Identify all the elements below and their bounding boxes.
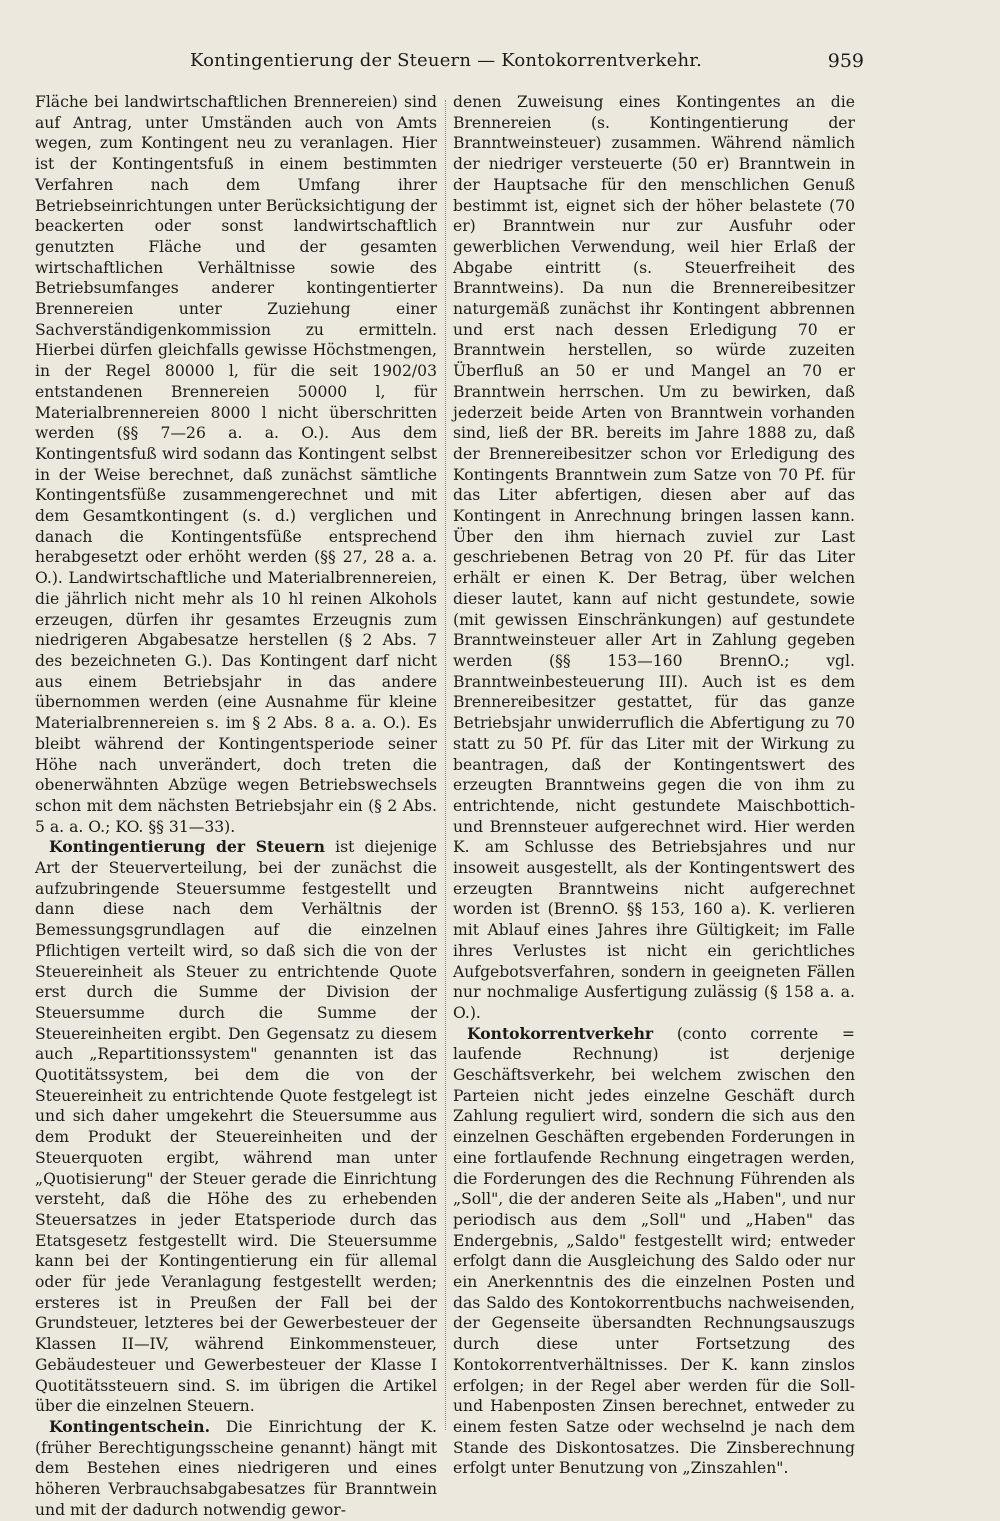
running-header: Kontingentierung der Steuern — Kontokorrentverkehr. [189,50,703,71]
paragraph-kontingentschein-continuation: denen Zuweisung eines Kontingentes an die Brennereien (s. Kontingentierung der Branntweinsteuer) zusammen. Während nämlich der niedriger versteuerte (50 er) Branntwein in der Hauptsache für den menschlichen Genuß bestimmt ist, eignet sich der höher belastete (70 er) Branntwein nur zur Ausfuhr oder gewerblichen Verwendung, weil hier Erlaß der Abgabe eintritt (s. Steuerfreiheit des Branntweins). Da nun die Brennereibesitzer naturgemäß zunächst ihr Kontingent abbrennen und erst nach dessen Erledigung 70 er Branntwein herstellen, so würde zuzeiten Überfluß an 50 er und Mangel an 70 er Branntwein herrschen. Um zu bewirken, daß jederzeit beide Arten von Branntwein vorhanden sind, ließ der BR. bereits im Jahre 1888 zu, daß der Brennereibesitzer schon vor Erledigung des Kontingents Branntwein zum Satze von 70 Pf. für das Liter abfertigen, diesen aber auf das Kontingent in Anrechnung bringen lassen kann. Über den ihm hiernach zuviel zur Last geschriebenen Betrag von 20 Pf. für das Liter erhält er einen K. Der Betrag, über welchen dieser lautet, kann auf nicht gestundete, sowie (mit gewissen Einschränkungen) auf gestundete Branntweinsteuer aller Art in Zahlung gegeben werden (§§ 153—160 BrennO.; vgl. Branntweinbesteuerung III). Auch ist es dem Brennereibesitzer gestattet, für das ganze Betriebsjahr unwiderruflich die Abfertigung zu 70 statt zu 50 Pf. für das Liter mit der Wirkung zu beantragen, daß der Kontingentswert des erzeugten Branntweins gegen die von ihm zu entrichtende, nicht gestundete Maischbottich- und Brennsteuer aufgerechnet wird. Hier werden K. am Schlusse des Betriebsjahres und nur insoweit ausgestellt, als der Kontingentswert des erzeugten Branntweins nicht aufgerechnet worden ist (BrennO. §§ 153, 160 a). K. verlieren mit Ablauf eines Jahres ihre Gültigkeit; im Falle ihres Verlustes ist nicht ein gerichtliches Aufgebotsverfahren, sondern in geeigneten Fällen nur nochmalige Ausfertigung zulässig (§ 158 a. a. O.). [453,93,855,1022]
right-column [453,92,855,1482]
lemma-kontokorrentverkehr: Kontokorrentverkehr [467,1023,654,1043]
paragraph-kontingentierung-branntweinsteuer-continuation: Fläche bei landwirtschaftlichen Brennereien) sind auf Antrag, unter Umständen auch von Amts wegen, zum Kontingent neu zu veranlagen. Hier ist der Kontingentsfuß in einem bestimmten Verfahren nach dem Umfang ihrer Betriebseinrichtungen unter Berücksichtigung der beackerten oder sonst landwirtschaftlich genutzten Fläche und der gesamten wirtschaftlichen Verhältnisse sowie des Betriebsumfanges anderer kontingentierter Brennereien unter Zuziehung einer Sachverständigenkommission zu ermitteln. Hierbei dürfen gleichfalls gewisse Höchstmengen, in der Regel 80000 l, für die seit 1902/03 entstandenen Brennereien 50000 l, für Materialbrennereien 8000 l nicht überschritten werden (§§ 7—26 a. a. O.). Aus dem Kontingentsfuß wird sodann das Kontingent selbst in der Weise berechnet, daß zunächst sämtliche Kontingentsfüße zusammengerechnet und mit dem Gesamtkontingent (s. d.) verglichen und danach die Kontingentsfüße entsprechend herabgesetzt oder erhöht werden (§§ 27, 28 a. a. O.). Landwirtschaftliche und Materialbrennereien, die jährlich nicht mehr als 10 hl reinen Alkohols erzeugen, dürfen ihr gesamtes Erzeugnis zum niedrigeren Abgabesatze herstellen (§ 2 Abs. 7 des bezeichneten G.). Das Kontingent darf nicht aus einem Betriebsjahr in das andere übernommen werden (eine Ausnahme für kleine Materialbrennereien s. im § 2 Abs. 8 a. a. O.). Es bleibt während der Kontingentsperiode seiner Höhe nach unverändert, doch treten die obenerwähnten Abzüge wegen Betriebswechsels schon mit dem nächsten Betriebsjahr ein (§ 2 Abs. 5 a. a. O.; KO. §§ 31—33). [35,93,437,836]
entry-body-kontingentierung-der-steuern: ist diejenige Art der Steuerverteilung, bei der zunächst die aufzubringende Steuersumme festgestellt und dann diese nach dem Verhältnis der Bemessungsgrundlagen auf die einzelnen Pflichtigen verteilt wird, so daß sich die von der Steuereinheit als Steuer zu entrichtende Quote erst durch die Summe der Division der Steuersumme durch die Summe der Steuereinheiten ergibt. Den Gegensatz zu diesem auch „Repartitionssystem" genannten ist das Quotitätssystem, bei dem die von der Steuereinheit zu entrichtende Quote festgelegt ist und sich daher umgekehrt die Steuersumme aus dem Produkt der Steuereinheiten und der Steuerquoten ergibt, während man unter „Quotisierung" der Steuer gerade die Einrichtung versteht, daß die Höhe des zu erhebenden Steuersatzes in jeder Etatsperiode durch das Etatsgesetz festgestellt wird. Die Steuersumme kann bei der Kontingentierung ein für allemal oder für jede Veranlagung festgestellt werden; ersteres ist in Preußen der Fall bei der Grundsteuer, letzteres bei der Gewerbesteuer der Klassen II—IV, während Einkommensteuer, Gebäudesteuer und Gewerbesteuer der Klasse I Quotitätssteuern sind. S. im übrigen die Artikel über die einzelnen Steuern. [35,838,437,1416]
lemma-kontingentschein: Kontingentschein. [49,1417,211,1436]
lemma-kontingentierung-der-steuern: Kontingentierung der Steuern [49,837,325,857]
entry-kontingentschein [35,1417,437,1521]
column-divider [445,100,446,1430]
entry-body-kontingentschein: Die Einrichtung der K. (früher Berechtigungsscheine genannt) hängt mit dem Bestehen eines niedrigeren und eines höheren Verbrauchsabgabesatzes für Branntwein und mit der dadurch notwendig gewor- [35,1418,437,1519]
page-number: 959 [827,50,864,72]
entry-body-kontokorrentverkehr: (conto corrente = laufende Rechnung) ist derjenige Geschäftsverkehr, bei welchem zwischen den Parteien nicht jedes einzelne Geschäft durch Zahlung reguliert wird, sondern die sich aus den einzelnen Geschäften ergebenden Forderungen in eine fortlaufende Rechnung eingetragen werden, die Forderungen des die Rechnung Führenden als „Soll", die der anderen Seite als „Haben", und nur periodisch aus dem „Soll" und „Haben" das Endergebnis, „Saldo" festgestellt wird; entweder erfolgt dann die Ausgleichung des Saldo oder nur ein Anerkenntnis des die einzelnen Posten und das Saldo des Kontokorrentbuchs nachweisenden, der Gegenseite übersandten Rechnungsauszugs durch diese unter Fortsetzung des Kontokorrentverhältnisses. Der K. kann zinslos erfolgen; in der Regel aber werden für die Soll- und Habenposten Zinsen berechnet, entweder zu einem festen Satze oder wechselnd je nach dem Stande des Diskontosatzes. Die Zinsberechnung erfolgt unter Benutzung von „Zinszahlen". [453,1024,855,1478]
entry-kontokorrentverkehr [453,1024,855,1479]
entry-kontingentierung-der-steuern [35,837,437,1417]
left-column [35,92,437,1519]
